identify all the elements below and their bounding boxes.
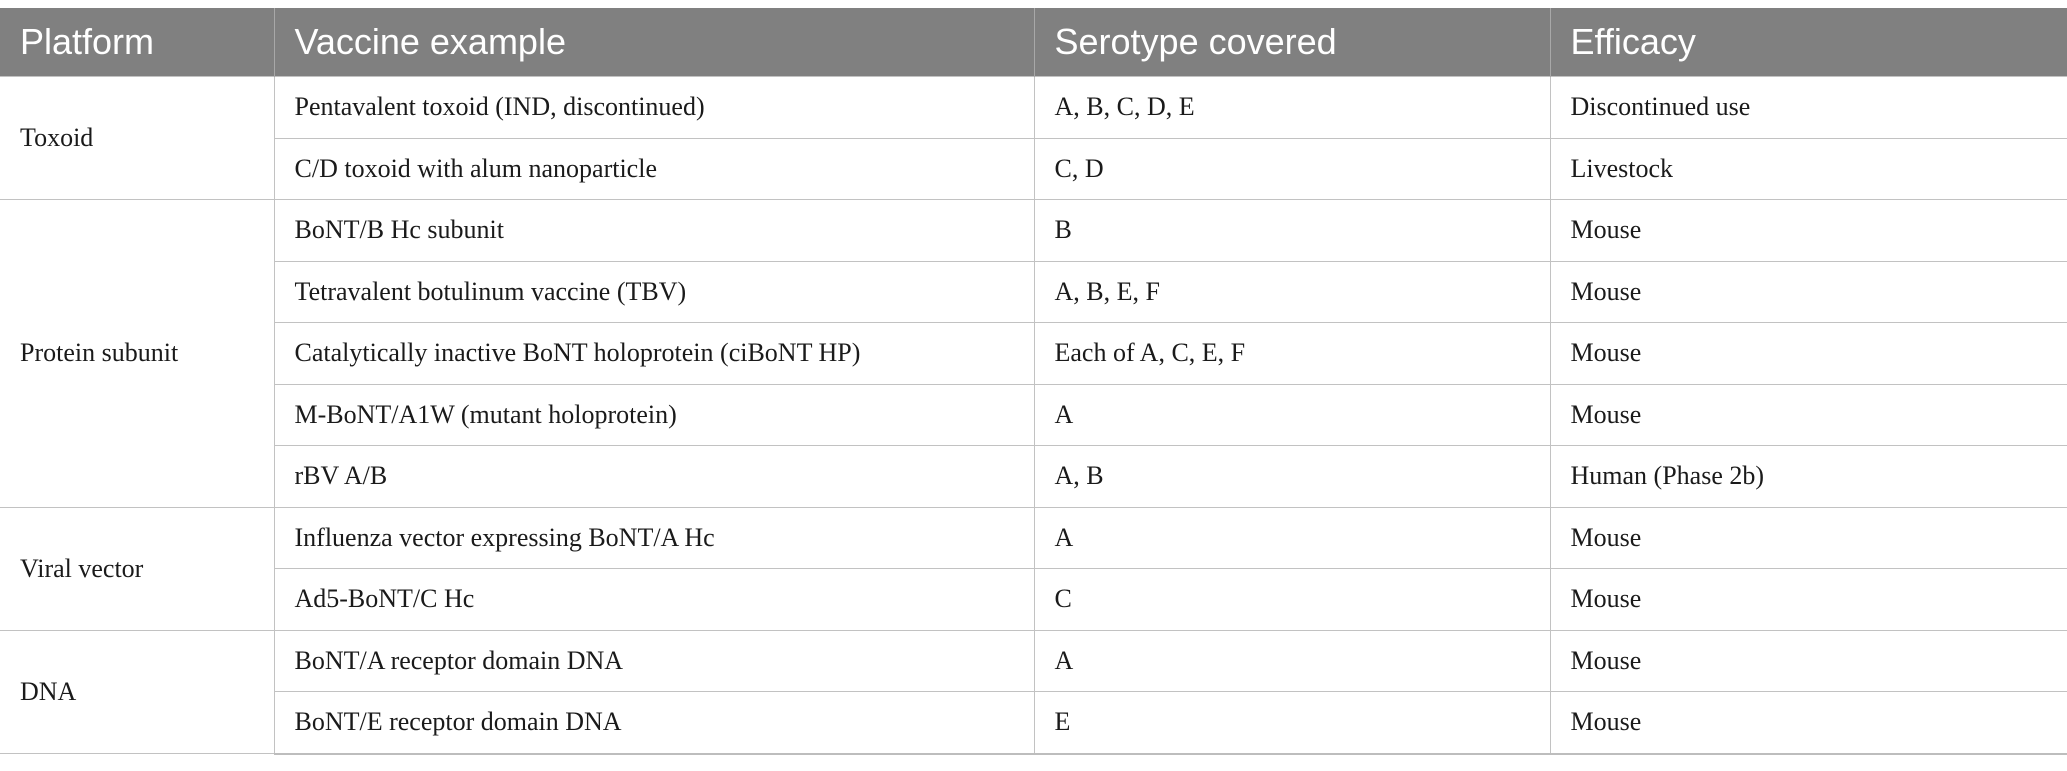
vaccine-platform-table (0, 8, 2067, 755)
vaccine-cell: Tetravalent botulinum vaccine (TBV) (274, 261, 1034, 323)
serotype-cell: Each of A, C, E, F (1034, 323, 1550, 385)
header-efficacy: Efficacy (1550, 8, 2067, 77)
serotype-cell: A (1034, 384, 1550, 446)
serotype-cell: B (1034, 200, 1550, 262)
vaccine-cell: rBV A/B (274, 446, 1034, 508)
table-row (0, 384, 2067, 446)
serotype-cell: A, B, E, F (1034, 261, 1550, 323)
table (0, 8, 2067, 755)
header-platform: Platform (0, 8, 274, 77)
vaccine-cell: Influenza vector expressing BoNT/A Hc (274, 507, 1034, 569)
platform-cell: Viral vector (0, 507, 274, 630)
vaccine-cell: Ad5-BoNT/C Hc (274, 569, 1034, 631)
serotype-cell: A (1034, 630, 1550, 692)
vaccine-cell: BoNT/A receptor domain DNA (274, 630, 1034, 692)
table-row (0, 630, 2067, 692)
platform-cell: DNA (0, 630, 274, 754)
header-row (0, 8, 2067, 77)
table-row (0, 200, 2067, 262)
table-row (0, 138, 2067, 200)
table-header (0, 8, 2067, 77)
table-row (0, 569, 2067, 631)
vaccine-cell: Pentavalent toxoid (IND, discontinued) (274, 77, 1034, 139)
vaccine-cell: BoNT/B Hc subunit (274, 200, 1034, 262)
efficacy-cell: Mouse (1550, 569, 2067, 631)
serotype-cell: C (1034, 569, 1550, 631)
efficacy-cell: Discontinued use (1550, 77, 2067, 139)
table-row (0, 77, 2067, 139)
efficacy-cell: Mouse (1550, 323, 2067, 385)
vaccine-cell: BoNT/E receptor domain DNA (274, 692, 1034, 754)
table-row (0, 323, 2067, 385)
vaccine-cell: Catalytically inactive BoNT holoprotein (ciBoNT HP) (274, 323, 1034, 385)
serotype-cell: C, D (1034, 138, 1550, 200)
header-vaccine-example: Vaccine example (274, 8, 1034, 77)
platform-cell: Protein subunit (0, 200, 274, 508)
serotype-cell: A, B, C, D, E (1034, 77, 1550, 139)
vaccine-cell: M-BoNT/A1W (mutant holoprotein) (274, 384, 1034, 446)
efficacy-cell: Mouse (1550, 200, 2067, 262)
header-serotype-covered: Serotype covered (1034, 8, 1550, 77)
platform-cell: Toxoid (0, 77, 274, 200)
table-body (0, 77, 2067, 754)
table-row (0, 692, 2067, 754)
efficacy-cell: Livestock (1550, 138, 2067, 200)
serotype-cell: A (1034, 507, 1550, 569)
serotype-cell: E (1034, 692, 1550, 754)
efficacy-cell: Mouse (1550, 507, 2067, 569)
efficacy-cell: Human (Phase 2b) (1550, 446, 2067, 508)
vaccine-cell: C/D toxoid with alum nanoparticle (274, 138, 1034, 200)
efficacy-cell: Mouse (1550, 384, 2067, 446)
efficacy-cell: Mouse (1550, 261, 2067, 323)
table-row (0, 507, 2067, 569)
table-row (0, 446, 2067, 508)
serotype-cell: A, B (1034, 446, 1550, 508)
efficacy-cell: Mouse (1550, 692, 2067, 754)
efficacy-cell: Mouse (1550, 630, 2067, 692)
table-row (0, 261, 2067, 323)
